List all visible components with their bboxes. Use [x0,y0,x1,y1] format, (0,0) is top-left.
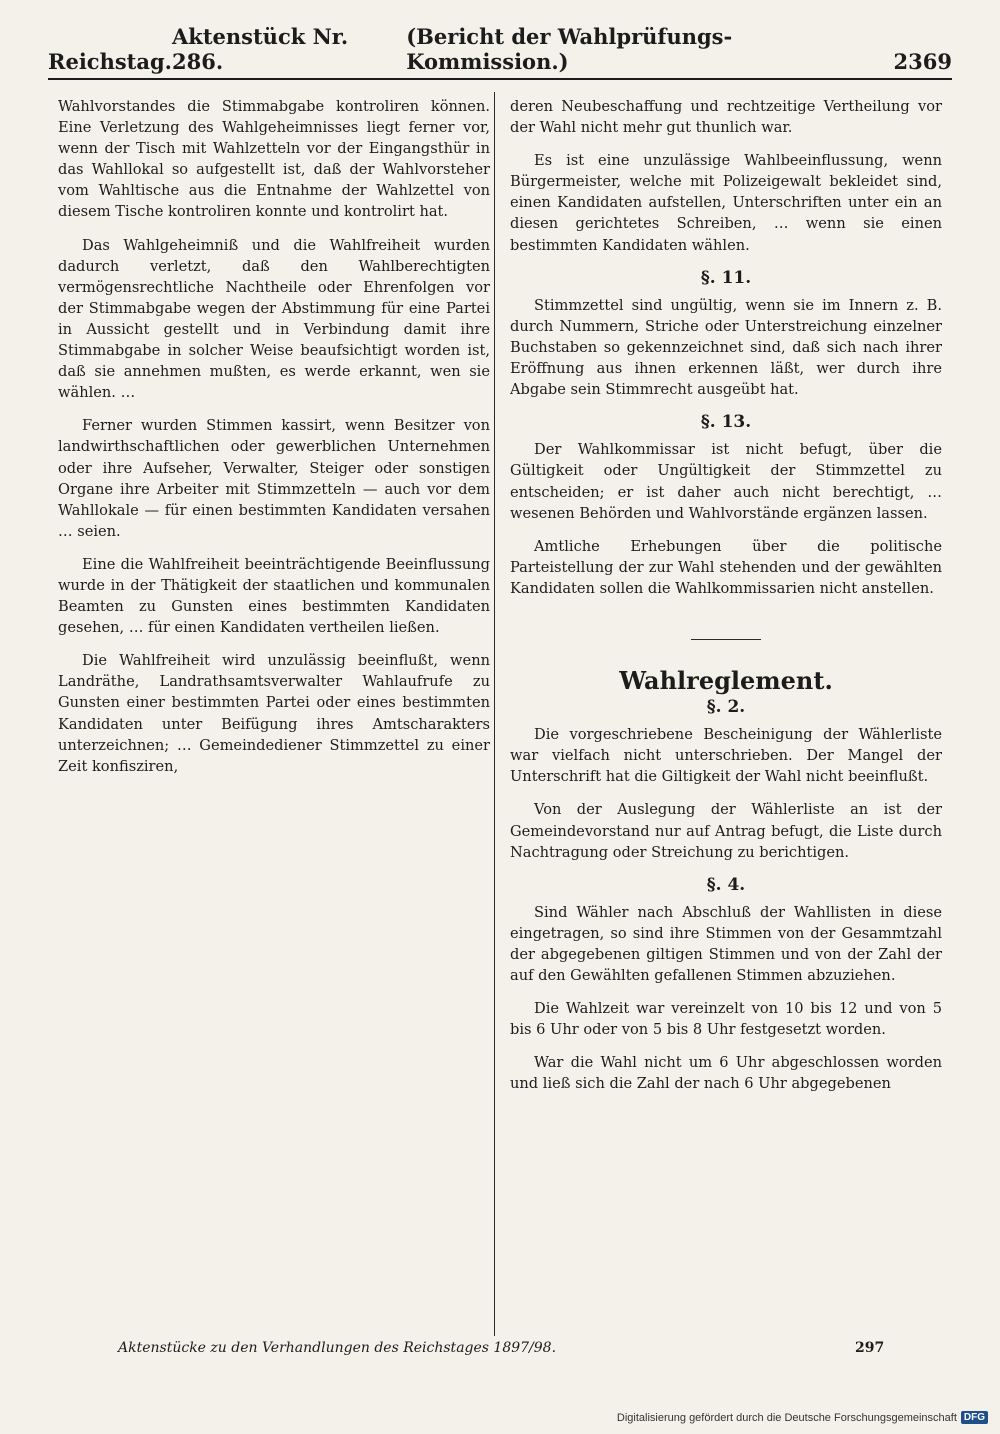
paragraph: Die Wahlfreiheit wird unzulässig beeinflußt, wenn Landräthe, Landrathsamtsverwalter Wahlaufrufe zu Gunsten einer bestimmten Partei oder eines bestimmten Kandidaten unter Beifügung ihres Amtscharakters unterzeichnen; … Gemeindediener Stimmzettel zu einer Zeit konfisziren, [58,652,490,775]
header-left: Reichstag. [48,49,172,74]
page-header [48,24,952,80]
paragraph: War die Wahl nicht um 6 Uhr abgeschlossen worden und ließ sich die Zahl der nach 6 Uhr abgegebenen [510,1054,942,1093]
right-column [510,96,942,1107]
paragraph: Sind Wähler nach Abschluß der Wahllisten in diese eingetragen, so sind ihre Stimmen von der Gesammtzahl der abgegebenen giltigen Stimmen und von der Zahl der auf den Gewählten gefallenen Stimmen abzuziehen. [510,903,942,985]
paragraph: Das Wahlgeheimniß und die Wahlfreiheit wurden dadurch verletzt, daß den Wahlberechtigten vermögensrechtliche Nachtheile oder Ehrenfolgen vor der Stimmabgabe wegen der Abstimmung für eine Partei in Aussicht gestellt und in Verbindung damit ihre Stimmabgabe in solcher Weise beaufsichtigt worden ist, daß sie annehmen mußten, es werde erkannt, wen sie wählen. … [58,236,490,402]
credit-text: Digitalisierung gefördert durch die Deutsche Forschungsgemeinschaft [616,1411,957,1424]
section-heading: §. 4. [706,874,746,895]
paragraph: Wahlvorstandes die Stimmabgabe kontroliren können. Eine Verletzung des Wahlgeheimnisses liegt ferner vor, wenn der Tisch mit Wahlzetteln vor der Eingangsthür in das Wahllokal so aufgestellt ist, daß der Wahlvorsteher vom Wahltische aus die Entnahme der Wahlzettel von diesem Tische kontroliren konnte und kontrolirt hat. [58,98,490,221]
paragraph: Die Wahlzeit war vereinzelt von 10 bis 12 und von 5 bis 6 Uhr oder von 5 bis 8 Uhr festgesetzt worden. [510,1000,942,1039]
paragraph: Die vorgeschriebene Bescheinigung der Wählerliste war vielfach nicht unterschrieben. Der Mangel der Unterschrift hat die Giltigkeit der Wahl nicht beeinflußt. [510,726,942,786]
paragraph: deren Neubeschaffung und rechtzeitige Vertheilung vor der Wahl nicht mehr gut thunlich war. [510,98,942,137]
footer-sheet-number: 297 [855,1340,885,1356]
section-heading: §. 13. [700,412,752,433]
section-heading: §. 2. [706,697,746,718]
section-divider [691,639,761,640]
header-note: (Bericht der Wahlprüfungs-Kommission.) [406,24,733,74]
dfg-logo-icon: DFG [961,1411,988,1424]
column-divider [494,92,495,1336]
paragraph: Der Wahlkommissar ist nicht befugt, über die Gültigkeit oder Ungültigkeit der Stimmzettel zu entscheiden; er ist daher auch nicht berechtigt, … wesenen Behörden und Wahlvorstände ergänzen lassen. [510,441,942,522]
digitization-credit [617,1411,988,1424]
regulation-title: Wahlreglement. [619,665,833,695]
section-heading: §. 11. [700,267,752,288]
paragraph: Eine die Wahlfreiheit beeinträchtigende Beeinflussung wurde in der Thätigkeit der staatlichen und kommunalen Beamten zu Gunsten eines bestimmten Kandidaten gesehen, … für einen Kandidaten vertheilen ließen. [58,555,490,637]
footer-source: Aktenstücke zu den Verhandlungen des Reichstages 1897/98. [118,1340,557,1356]
paragraph: Ferner wurden Stimmen kassirt, wenn Besitzer von landwirthschaftlichen oder gewerblichen Unternehmen oder ihre Aufseher, Verwalter, Steiger oder sonstigen Organe ihre Arbeiter mit Stimmzetteln — auch vor dem Wahllokale — für einen bestimmten Kandidaten versahen … seien. [58,417,490,540]
paragraph: Es ist eine unzulässige Wahlbeeinflussung, wenn Bürgermeister, welche mit Polizeigewalt bekleidet sind, einen Kandidaten aufstellen, Unterschriften unter ein an diesen gerichtetes Schreiben, … wenn sie einen bestimmten Kandidaten wählen. [510,152,942,254]
paragraph: Von der Auslegung der Wählerliste an ist der Gemeindevorstand nur auf Antrag befugt, die Liste durch Nachtragung oder Streichung zu berichtigen. [510,801,942,861]
header-document-number: Aktenstück Nr. 286. [171,24,349,74]
paragraph: Stimmzettel sind ungültig, wenn sie im Innern z. B. durch Nummern, Striche oder Unterstreichung einzelner Buchstaben so gekennzeichnet sind, daß sich nach ihrer Eröffnung aus ihnen erkennen läßt, wer durch ihre Abgabe sein Stimmrecht ausgeübt hat. [510,296,942,399]
paragraph: Amtliche Erhebungen über die politische Parteistellung der zur Wahl stehenden und der gewählten Kandidaten sollen die Wahlkommissarien nicht anstellen. [510,537,942,597]
page-number: 2369 [893,49,952,74]
left-column [58,96,490,789]
